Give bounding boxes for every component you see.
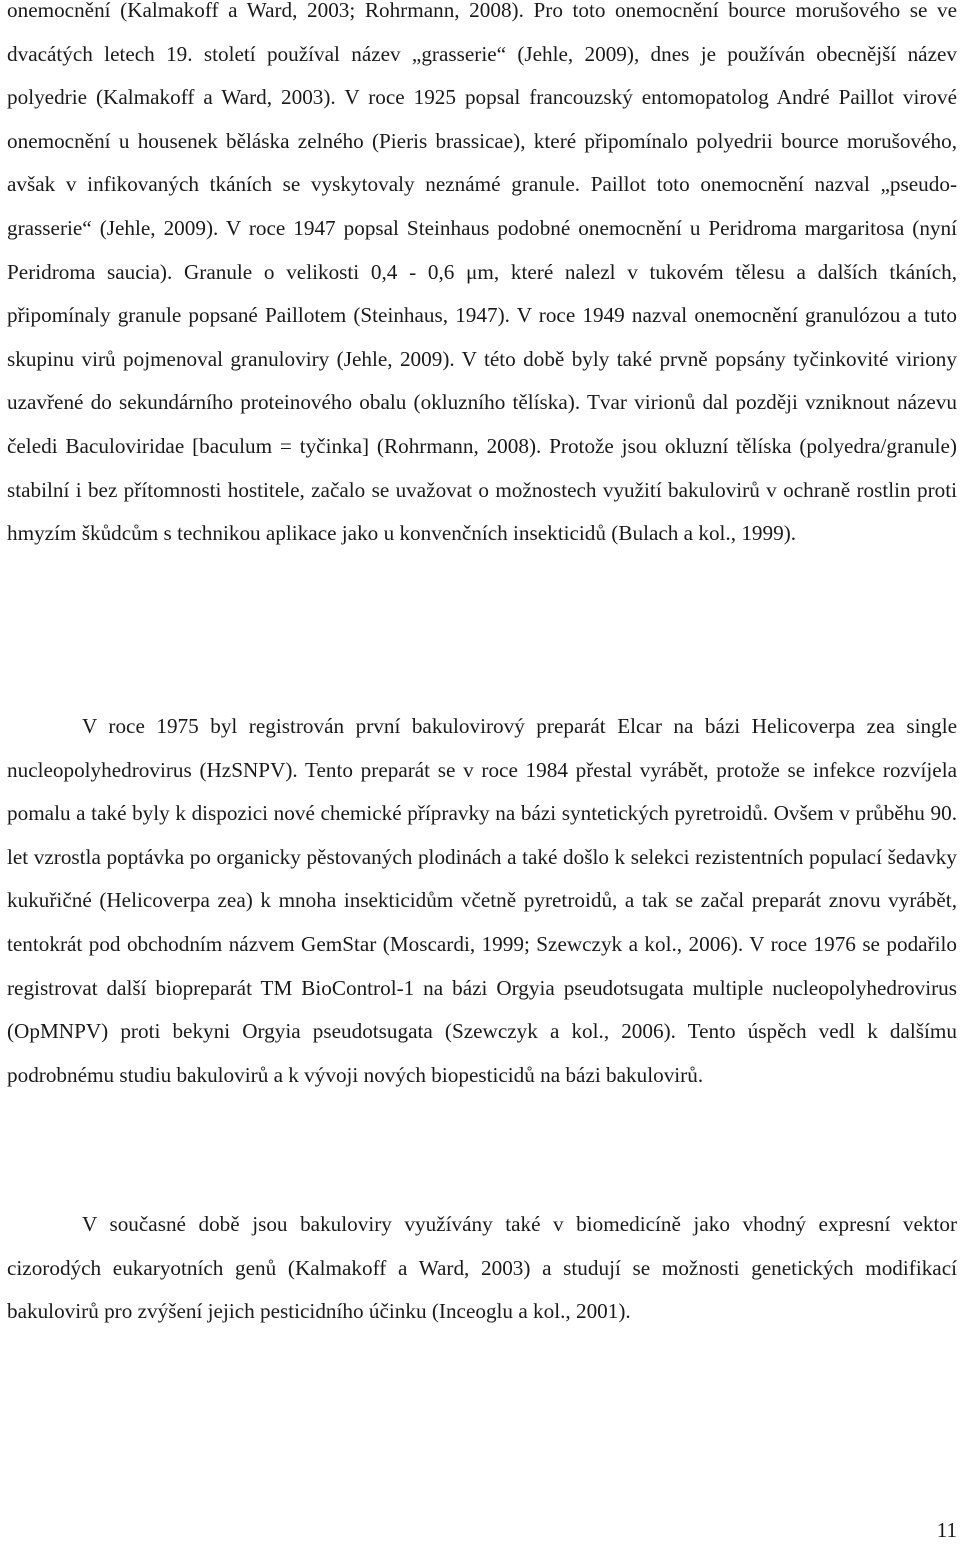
- paragraph-history-polyhedrosis: [7, 0, 957, 556]
- paragraph-biomedicine: [7, 1203, 957, 1334]
- paragraph-text: onemocnění (Kalmakoff a Ward, 2003; Rohrmann, 2008). Pro toto onemocnění bource morušového se ve dvacátých letech 19. století používal název „grasserie“ (Jehle, 2009), dnes je používán obecnější název polyedrie (Kalmakoff a Ward, 2003). V roce 1925 popsal francouzský entomopatolog André Paillot virové onemocnění u housenek běláska zelného (Pieris brassicae), které připomínalo polyedrii bource morušového, avšak v infikovaných tkáních se vyskytovaly neznámé granule. Paillot toto onemocnění nazval „pseudo-grasserie“ (Jehle, 2009). V roce 1947 popsal Steinhaus podobné onemocnění u Peridroma margaritosa (nyní Peridroma saucia). Granule o velikosti 0,4 - 0,6 μm, které nalezl v tukovém tělesu a dalších tkáních, připomínaly granule popsané Paillotem (Steinhaus, 1947). V roce 1949 nazval onemocnění granulózou a tuto skupinu virů pojmenoval granuloviry (Jehle, 2009). V této době byly také prvně popsány tyčinkovité viriony uzavřené do sekundárního proteinového obalu (okluzního tělíska). Tvar virionů dal později vzniknout názevu čeledi Baculoviridae [baculum = tyčinka] (Rohrmann, 2008). Protože jsou okluzní tělíska (polyedra/granule) stabilní i bez přítomnosti hostitele, začalo se uvažovat o možnostech využití bakulovirů v ochraně rostlin proti hmyzím škůdcům s technikou aplikace jako u konvenčních insekticidů (Bulach a kol., 1999).: [7, 0, 957, 546]
- page-number: 11: [936, 1518, 957, 1542]
- paragraph-commercial-preparations: [7, 705, 957, 1097]
- paragraph-text: V roce 1975 byl registrován první bakulovirový preparát Elcar na bázi Helicoverpa zea single nucleopolyhedrovirus (HzSNPV). Tento preparát se v roce 1984 přestal vyrábět, protože se infekce rozvíjela pomalu a také byly k dispozici nové chemické přípravky na bázi syntetických pyretroidů. Ovšem v průběhu 90. let vzrostla poptávka po organicky pěstovaných plodinách a také došlo k selekci rezistentních populací šedavky kukuřičné (Helicoverpa zea) k mnoha insekticidům včetně pyretroidů, a tak se začal preparát znovu vyrábět, tentokrát pod obchodním názvem GemStar (Moscardi, 1999; Szewczyk a kol., 2006). V roce 1976 se podařilo registrovat další biopreparát TM BioControl-1 na bázi Orgyia pseudotsugata multiple nucleopolyhedrovirus (OpMNPV) proti bekyni Orgyia pseudotsugata (Szewczyk a kol., 2006). Tento úspěch vedl k dalšímu podrobnému studiu bakulovirů a k vývoji nových biopesticidů na bázi bakulovirů.: [7, 714, 957, 1087]
- paragraph-text: V současné době jsou bakuloviry využívány také v biomedicíně jako vhodný expresní vektor cizorodých eukaryotních genů (Kalmakoff a Ward, 2003) a studují se možnosti genetických modifikací bakulovirů pro zvýšení jejich pesticidního účinku (Inceoglu a kol., 2001).: [7, 1212, 957, 1324]
